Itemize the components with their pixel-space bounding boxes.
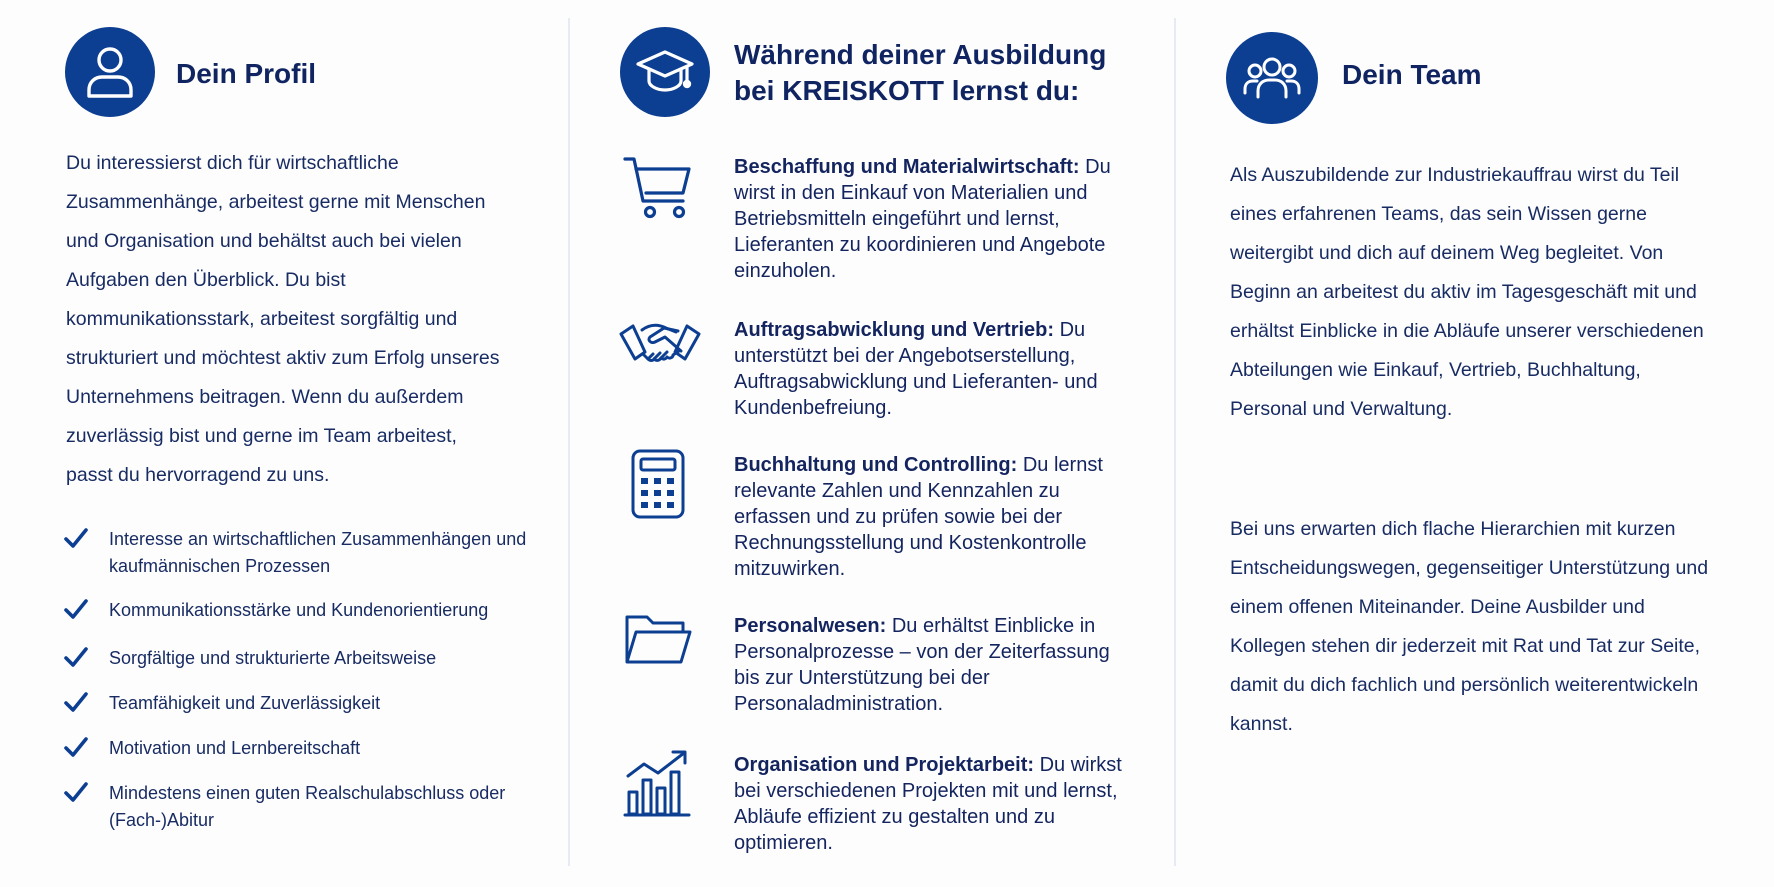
- checkmark-icon: [64, 527, 88, 549]
- folder-icon: [620, 610, 696, 686]
- requirement-text: Interesse an wirtschaftlichen Zusammenhängen und kaufmännischen Prozessen: [109, 529, 527, 576]
- list-item: [64, 526, 554, 580]
- learning-item-text: [734, 154, 1134, 284]
- team-paragraph-2: Bei uns erwarten dich flache Hierarchien mit kurzen Entscheidungswegen, gegenseitiger Unterstützung und einem offenen Miteinander. Deine Ausbilder und Kollegen stehen dir jederzeit mit Rat und Tat zur Seite, damit du dich fachlich und persönlich weiterentwickeln kannst.: [1230, 518, 1709, 735]
- team-paragraph-1: Als Auszubildende zur Industriekauffrau wirst du Teil eines erfahrenen Teams, das sein Wissen gerne weitergibt und dich auf deinem Weg begleitet. Von Beginn an arbeitest du aktiv im Tagesgeschäft mit und erhältst Einblicke in die Abläufe unserer verschiedenen Abteilungen wie Einkauf, Vertrieb, Buchhaltung, Personal und Verwaltung.: [1230, 164, 1704, 420]
- learning-item-description: Du erhältst Einblicke in Personalprozesse – von der Zeiterfassung bis zur Unterstützung bei der Personaladministration.: [734, 615, 1110, 715]
- checkmark-icon: [64, 646, 88, 668]
- checkmark-icon: [64, 598, 88, 620]
- learning-item-text: [734, 452, 1134, 582]
- requirement-text: Motivation und Lernbereitschaft: [109, 738, 361, 758]
- learning-title-line2: bei KREISKOTT lernst du:: [734, 75, 1080, 106]
- team-icon: [1226, 32, 1318, 124]
- learning-item-description: Du lernst relevante Zahlen und Kennzahlen zu erfassen und zu prüfen sowie bei der Rechnungsstellung und Kostenkontrolle mitzuwirken.: [734, 454, 1103, 580]
- list-item: [64, 690, 554, 717]
- list-item: [64, 597, 554, 624]
- checkmark-icon: [64, 781, 88, 803]
- requirement-text: Mindestens einen guten Realschulabschluss oder (Fach-)Abitur: [109, 783, 506, 830]
- learning-title: [734, 37, 1154, 109]
- learning-item-text: [734, 613, 1134, 717]
- profile-intro: Du interessierst dich für wirtschaftliche Zusammenhänge, arbeitest gerne mit Menschen und Organisation und behältst auch bei vielen Aufgaben den Überblick. Du bist kommunikationsstark, arbeitest sorgfältig und strukturiert und möchtest aktiv zum Erfolg unseres Unternehmens beitragen. Wenn du außerdem zuverlässig bist und gerne im Team arbeitest, passt du hervorragend zu uns.: [66, 152, 500, 486]
- team-section: [1176, 0, 1774, 887]
- learning-item-description: Du wirkst bei verschiedenen Projekten mit und lernst, Abläufe effizient zu gestalten und zu optimieren.: [734, 754, 1122, 854]
- learning-item-heading: Buchhaltung und Controlling:: [734, 454, 1018, 476]
- handshake-icon: [618, 314, 702, 390]
- list-item: [64, 780, 554, 834]
- learning-item-heading: Beschaffung und Materialwirtschaft:: [734, 156, 1080, 178]
- learning-item-heading: Auftragsabwicklung und Vertrieb:: [734, 319, 1055, 341]
- profile-section: [0, 0, 570, 887]
- learning-item-heading: Personalwesen:: [734, 615, 887, 637]
- checkmark-icon: [64, 691, 88, 713]
- learning-item-text: [734, 317, 1134, 421]
- shopping-cart-icon: [620, 154, 696, 230]
- learning-item-heading: Organisation und Projektarbeit:: [734, 754, 1035, 776]
- growth-chart-icon: [620, 746, 696, 822]
- requirements-list: [64, 526, 554, 834]
- learning-item-description: Du unterstützt bei der Angebotserstellung, Auftragsabwicklung und Lieferanten- und Kundenbefreiung.: [734, 319, 1098, 419]
- requirement-text: Kommunikationsstärke und Kundenorientierung: [109, 600, 489, 620]
- checkmark-icon: [64, 736, 88, 758]
- profile-title: Dein Profil: [176, 58, 317, 89]
- learning-title-line1: Während deiner Ausbildung: [734, 39, 1107, 70]
- user-icon: [65, 27, 155, 117]
- learning-section: [570, 0, 1176, 887]
- learning-item-description: Du wirst in den Einkauf von Materialien und Betriebsmitteln eingeführt und lernst, Lieferanten zu koordinieren und Angebote einzuholen.: [734, 156, 1111, 282]
- requirement-text: Sorgfältige und strukturierte Arbeitsweise: [109, 648, 437, 668]
- team-title: Dein Team: [1342, 59, 1482, 90]
- calculator-icon: [620, 448, 696, 524]
- list-item: [64, 645, 554, 672]
- list-item: [64, 735, 554, 762]
- graduation-cap-icon: [620, 27, 710, 117]
- learning-item-text: [734, 752, 1134, 856]
- requirement-text: Teamfähigkeit und Zuverlässigkeit: [109, 693, 381, 713]
